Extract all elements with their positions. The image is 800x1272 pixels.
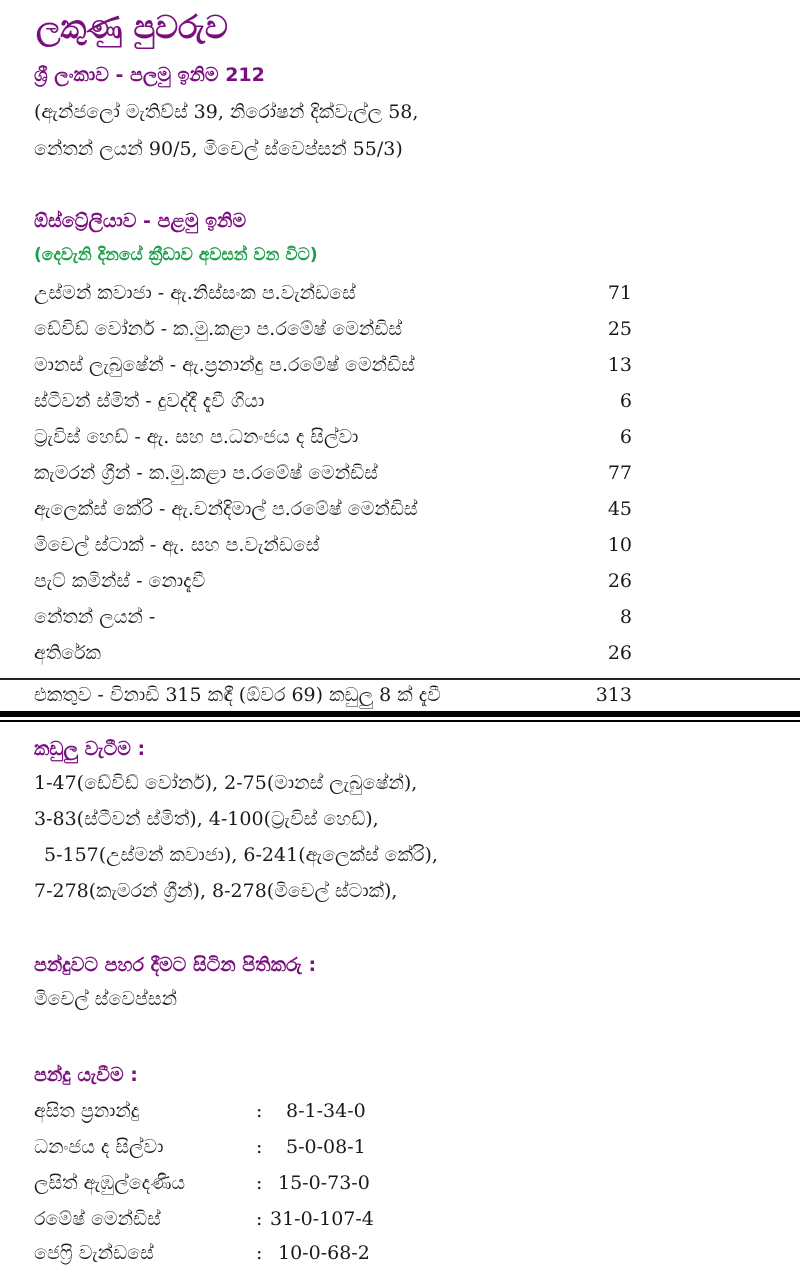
batsman-runs: 13	[607, 354, 632, 376]
yet-to-bat-players: මිචෙල් ස්වෙප්සන්	[34, 988, 178, 1010]
bowler-figures: 5-0-08-1	[286, 1136, 366, 1158]
batsman-name: ට්‍රැවිස් හෙඩ් - ඇ. සහ ප.ධනංජය ද සිල්වා	[34, 426, 359, 448]
batsman-runs: 71	[607, 282, 632, 304]
bowler-figures: 31-0-107-4	[270, 1208, 374, 1230]
total-label: එකතුව - විනාඩි 315 කඳී (ඕවර 69) කඩුලු 8 ක් දැවී	[34, 684, 441, 706]
fall-of-wickets-line: 1-47(ඩේවිඩ් වෝනර්), 2-75(මානස් ලැබුෂේන්),	[34, 772, 418, 794]
sl-innings-heading: ශ්‍රී ලංකාව - පලමු ඉනිම 212	[34, 64, 265, 86]
extras-label: අතිරේක	[34, 642, 101, 664]
batsman-row	[34, 534, 632, 564]
batsman-name: මිචෙල් ස්ටාක් - ඇ. සහ ප.වැන්ඩසේ	[34, 534, 320, 556]
fall-of-wickets-line: 5-157(උස්මන් කවාජා), 6-241(ඇලෙක්ස් කේරි),	[44, 844, 438, 866]
total-bottom-divider-thin	[0, 720, 800, 722]
batsman-runs: 6	[619, 426, 632, 448]
total-row	[34, 684, 632, 714]
batsman-name: මානස් ලැබුෂේන් - ඇ.ප්‍රනාන්දු ප.රමේෂ් මෙන්ඩිස්	[34, 354, 415, 376]
batsman-row	[34, 318, 632, 348]
total-runs: 313	[595, 684, 632, 706]
batsman-row	[34, 282, 632, 312]
bowler-figures: 8-1-34-0	[286, 1100, 366, 1122]
bowler-separator: :	[256, 1242, 263, 1264]
bowler-name: අසිත ප්‍රනාන්දු	[34, 1100, 140, 1122]
sl-innings-detail-2: නේතන් ලයන් 90/5, මිචෙල් ස්වෙප්සන් 55/3)	[34, 138, 403, 160]
batsman-name: උස්මන් කවාජා - ඇ.නිස්සංක ප.වැන්ඩසේ	[34, 282, 356, 304]
batsman-runs: 8	[619, 606, 632, 628]
fall-of-wickets-heading: කඩුලු වැටීම :	[34, 738, 146, 760]
bowler-name: ධනංජය ද සිල්වා	[34, 1136, 164, 1158]
batsman-name: ස්ටීවන් ස්මිත් - දුවද්දී දැවී ගියා	[34, 390, 265, 412]
batsman-row	[34, 390, 632, 420]
bowler-name: රමේෂ් මෙන්ඩිස්	[34, 1208, 161, 1230]
batsman-row	[34, 570, 632, 600]
extras-runs: 26	[607, 642, 632, 664]
fall-of-wickets-line: 3-83(ස්ටීවන් ස්මිත්), 4-100(ට්‍රැවිස් හෙඩ්),	[34, 808, 379, 830]
bowler-separator: :	[256, 1208, 263, 1230]
batsman-name: නේතන් ලයන් -	[34, 606, 156, 628]
bowler-separator: :	[256, 1136, 263, 1158]
batsman-runs: 25	[607, 318, 632, 340]
batsman-runs: 77	[607, 462, 632, 484]
batsman-name: ඇලෙක්ස් කේරි - ඇ.චන්දිමාල් ප.රමේෂ් මෙන්ඩිස්	[34, 498, 418, 520]
batsman-row	[34, 426, 632, 456]
fall-of-wickets-line: 7-278(කැමරන් ග්‍රීන්), 8-278(මිචෙල් ස්ටාක්),	[34, 880, 398, 902]
bowler-figures: 10-0-68-2	[278, 1242, 370, 1264]
bowler-separator: :	[256, 1172, 263, 1194]
batsman-row	[34, 462, 632, 492]
batsman-row	[34, 606, 632, 636]
yet-to-bat-heading: පන්දුවට පහර දීමට සිටින පිතිකරු :	[34, 954, 317, 976]
total-top-divider	[0, 678, 800, 680]
batsman-runs: 45	[607, 498, 632, 520]
batsman-row	[34, 354, 632, 384]
bowler-figures: 15-0-73-0	[278, 1172, 370, 1194]
page-title: ලකුණු පුවරුව	[36, 8, 228, 46]
batsman-runs: 6	[619, 390, 632, 412]
extras-row	[34, 642, 632, 672]
batsman-name: ඩේවිඩ් වෝනර් - ක.මු.කළා ප.රමේෂ් මෙන්ඩිස්	[34, 318, 403, 340]
bowling-heading: පන්දු යැවීම :	[34, 1064, 138, 1086]
bowler-name: ලසිත් ඇඹුල්දෙණිය	[34, 1172, 186, 1194]
aus-innings-subheading: (දෙවැනි දිනයේ ක්‍රීඩාව අවසන් වන විට)	[34, 245, 318, 265]
bowler-name: ජෙෆ්‍රි වැන්ඩසේ	[34, 1242, 154, 1264]
batsman-runs: 26	[607, 570, 632, 592]
batsman-row	[34, 498, 632, 528]
batsman-name: කැමරන් ග්‍රීන් - ක.මු.කළා ප.රමේෂ් මෙන්ඩිස්	[34, 462, 378, 484]
bowler-separator: :	[256, 1100, 263, 1122]
batsman-name: පැට් කමින්ස් - නොදැවී	[34, 570, 206, 592]
total-bottom-divider	[0, 711, 800, 717]
aus-innings-heading: ඕස්ට්‍රේලියාව - පළමු ඉනිම	[34, 210, 247, 232]
sl-innings-detail-1: (ඇන්ජලෝ මැතිව්ස් 39, නිරෝෂන් දික්වැල්ල 58,	[34, 101, 419, 123]
batsman-runs: 10	[607, 534, 632, 556]
